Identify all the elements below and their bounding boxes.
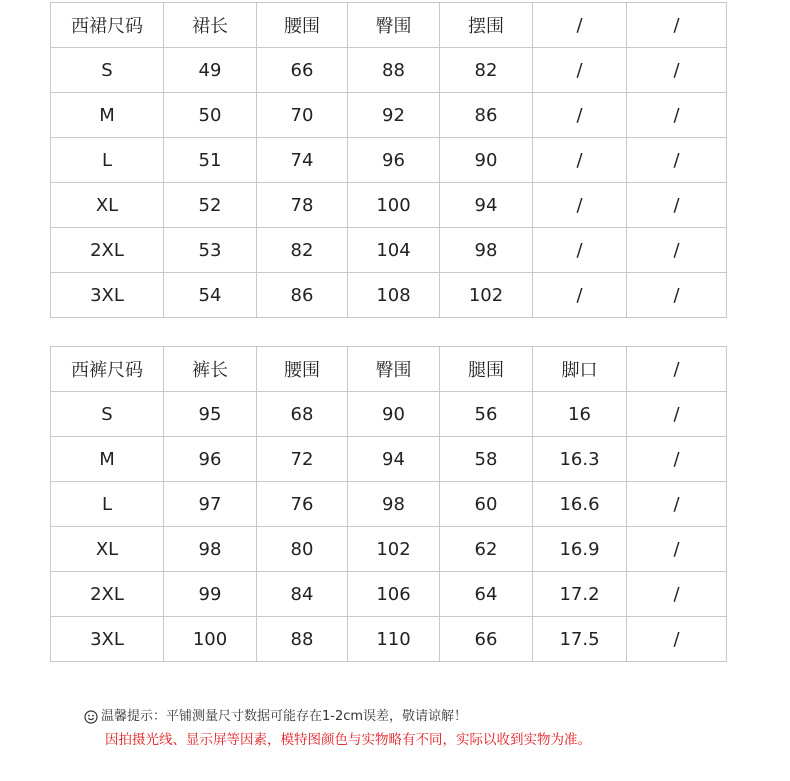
skirt-header-row [51, 3, 727, 48]
skirt-value-cell: / [533, 138, 627, 183]
skirt-value-cell: 70 [257, 93, 348, 138]
pants-header-row [51, 347, 727, 392]
skirt-value-cell: 86 [440, 93, 533, 138]
skirt-size-label: M [51, 93, 164, 138]
pants-value-cell: 99 [164, 572, 257, 617]
color-disclaimer: 因拍摄光线、显示屏等因素，模特图颜色与实物略有不同，实际以收到实物为准。 [105, 732, 591, 748]
pants-value-cell: 16.6 [533, 482, 627, 527]
pants-header-cell: / [627, 347, 727, 392]
skirt-value-cell: 78 [257, 183, 348, 228]
skirt-value-cell: / [627, 93, 727, 138]
skirt-value-cell: 90 [440, 138, 533, 183]
skirt-header-cell: 臀围 [348, 3, 440, 48]
table-row [51, 228, 727, 273]
measurement-tip [84, 706, 764, 728]
pants-size-label: XL [51, 527, 164, 572]
table-row [51, 138, 727, 183]
pants-value-cell: 96 [164, 437, 257, 482]
table-row [51, 93, 727, 138]
pants-header-cell: 腰围 [257, 347, 348, 392]
skirt-value-cell: 49 [164, 48, 257, 93]
skirt-value-cell: / [533, 93, 627, 138]
skirt-value-cell: / [627, 48, 727, 93]
skirt-value-cell: 52 [164, 183, 257, 228]
pants-value-cell: 97 [164, 482, 257, 527]
pants-value-cell: / [627, 527, 727, 572]
skirt-value-cell: 82 [440, 48, 533, 93]
pants-value-cell: 84 [257, 572, 348, 617]
skirt-value-cell: / [627, 273, 727, 318]
table-row [51, 437, 727, 482]
skirt-value-cell: 53 [164, 228, 257, 273]
pants-header-cell: 脚口 [533, 347, 627, 392]
smiley-icon [84, 710, 98, 724]
pants-size-label: 2XL [51, 572, 164, 617]
pants-value-cell: 66 [440, 617, 533, 662]
pants-value-cell: 100 [164, 617, 257, 662]
skirt-value-cell: / [533, 228, 627, 273]
skirt-size-label: 2XL [51, 228, 164, 273]
table-row [51, 392, 727, 437]
skirt-size-label: XL [51, 183, 164, 228]
table-row [51, 572, 727, 617]
skirt-value-cell: 74 [257, 138, 348, 183]
pants-value-cell: 98 [164, 527, 257, 572]
pants-header-cell: 臀围 [348, 347, 440, 392]
skirt-value-cell: / [627, 228, 727, 273]
table-row [51, 527, 727, 572]
skirt-header-cell: 裙长 [164, 3, 257, 48]
pants-size-label: M [51, 437, 164, 482]
skirt-value-cell: 102 [440, 273, 533, 318]
pants-value-cell: 106 [348, 572, 440, 617]
table-row [51, 482, 727, 527]
skirt-value-cell: / [533, 183, 627, 228]
pants-value-cell: / [627, 437, 727, 482]
skirt-size-label: S [51, 48, 164, 93]
table-row [51, 617, 727, 662]
pants-value-cell: / [627, 617, 727, 662]
pants-value-cell: 58 [440, 437, 533, 482]
skirt-value-cell: 108 [348, 273, 440, 318]
pants-value-cell: 88 [257, 617, 348, 662]
skirt-value-cell: 88 [348, 48, 440, 93]
pants-value-cell: 68 [257, 392, 348, 437]
table-row [51, 183, 727, 228]
skirt-header-cell: 摆围 [440, 3, 533, 48]
skirt-size-label: 3XL [51, 273, 164, 318]
pants-value-cell: 16 [533, 392, 627, 437]
skirt-value-cell: / [627, 138, 727, 183]
skirt-value-cell: 50 [164, 93, 257, 138]
skirt-value-cell: / [533, 273, 627, 318]
pants-value-cell: 95 [164, 392, 257, 437]
skirt-header-cell: / [627, 3, 727, 48]
skirt-value-cell: 96 [348, 138, 440, 183]
pants-value-cell: / [627, 482, 727, 527]
pants-size-label: S [51, 392, 164, 437]
pants-value-cell: 60 [440, 482, 533, 527]
pants-value-cell: 62 [440, 527, 533, 572]
measurement-tip-text: 温馨提示：平铺测量尺寸数据可能存在1-2cm误差，敬请谅解！ [101, 709, 468, 724]
pants-value-cell: 72 [257, 437, 348, 482]
pants-value-cell: 17.5 [533, 617, 627, 662]
pants-header-cell: 腿围 [440, 347, 533, 392]
skirt-header-cell: 腰围 [257, 3, 348, 48]
skirt-value-cell: 104 [348, 228, 440, 273]
skirt-header-cell: 西裙尺码 [51, 3, 164, 48]
pants-size-label: L [51, 482, 164, 527]
pants-size-table [50, 346, 727, 662]
pants-value-cell: 56 [440, 392, 533, 437]
pants-value-cell: 102 [348, 527, 440, 572]
pants-value-cell: 90 [348, 392, 440, 437]
skirt-value-cell: / [533, 48, 627, 93]
skirt-value-cell: 86 [257, 273, 348, 318]
skirt-size-label: L [51, 138, 164, 183]
pants-header-cell: 西裤尺码 [51, 347, 164, 392]
pants-value-cell: 80 [257, 527, 348, 572]
skirt-header-cell: / [533, 3, 627, 48]
pants-value-cell: 76 [257, 482, 348, 527]
notes-section [84, 706, 764, 752]
pants-value-cell: / [627, 572, 727, 617]
pants-value-cell: 94 [348, 437, 440, 482]
skirt-value-cell: 66 [257, 48, 348, 93]
table-row [51, 273, 727, 318]
pants-value-cell: 64 [440, 572, 533, 617]
pants-value-cell: 98 [348, 482, 440, 527]
pants-header-cell: 裤长 [164, 347, 257, 392]
skirt-value-cell: 94 [440, 183, 533, 228]
pants-value-cell: 17.2 [533, 572, 627, 617]
skirt-value-cell: 92 [348, 93, 440, 138]
skirt-value-cell: 51 [164, 138, 257, 183]
skirt-value-cell: 82 [257, 228, 348, 273]
pants-size-label: 3XL [51, 617, 164, 662]
pants-value-cell: / [627, 392, 727, 437]
table-row [51, 48, 727, 93]
pants-value-cell: 110 [348, 617, 440, 662]
pants-value-cell: 16.3 [533, 437, 627, 482]
skirt-size-table [50, 2, 727, 318]
skirt-value-cell: / [627, 183, 727, 228]
skirt-value-cell: 100 [348, 183, 440, 228]
skirt-value-cell: 98 [440, 228, 533, 273]
pants-value-cell: 16.9 [533, 527, 627, 572]
skirt-value-cell: 54 [164, 273, 257, 318]
